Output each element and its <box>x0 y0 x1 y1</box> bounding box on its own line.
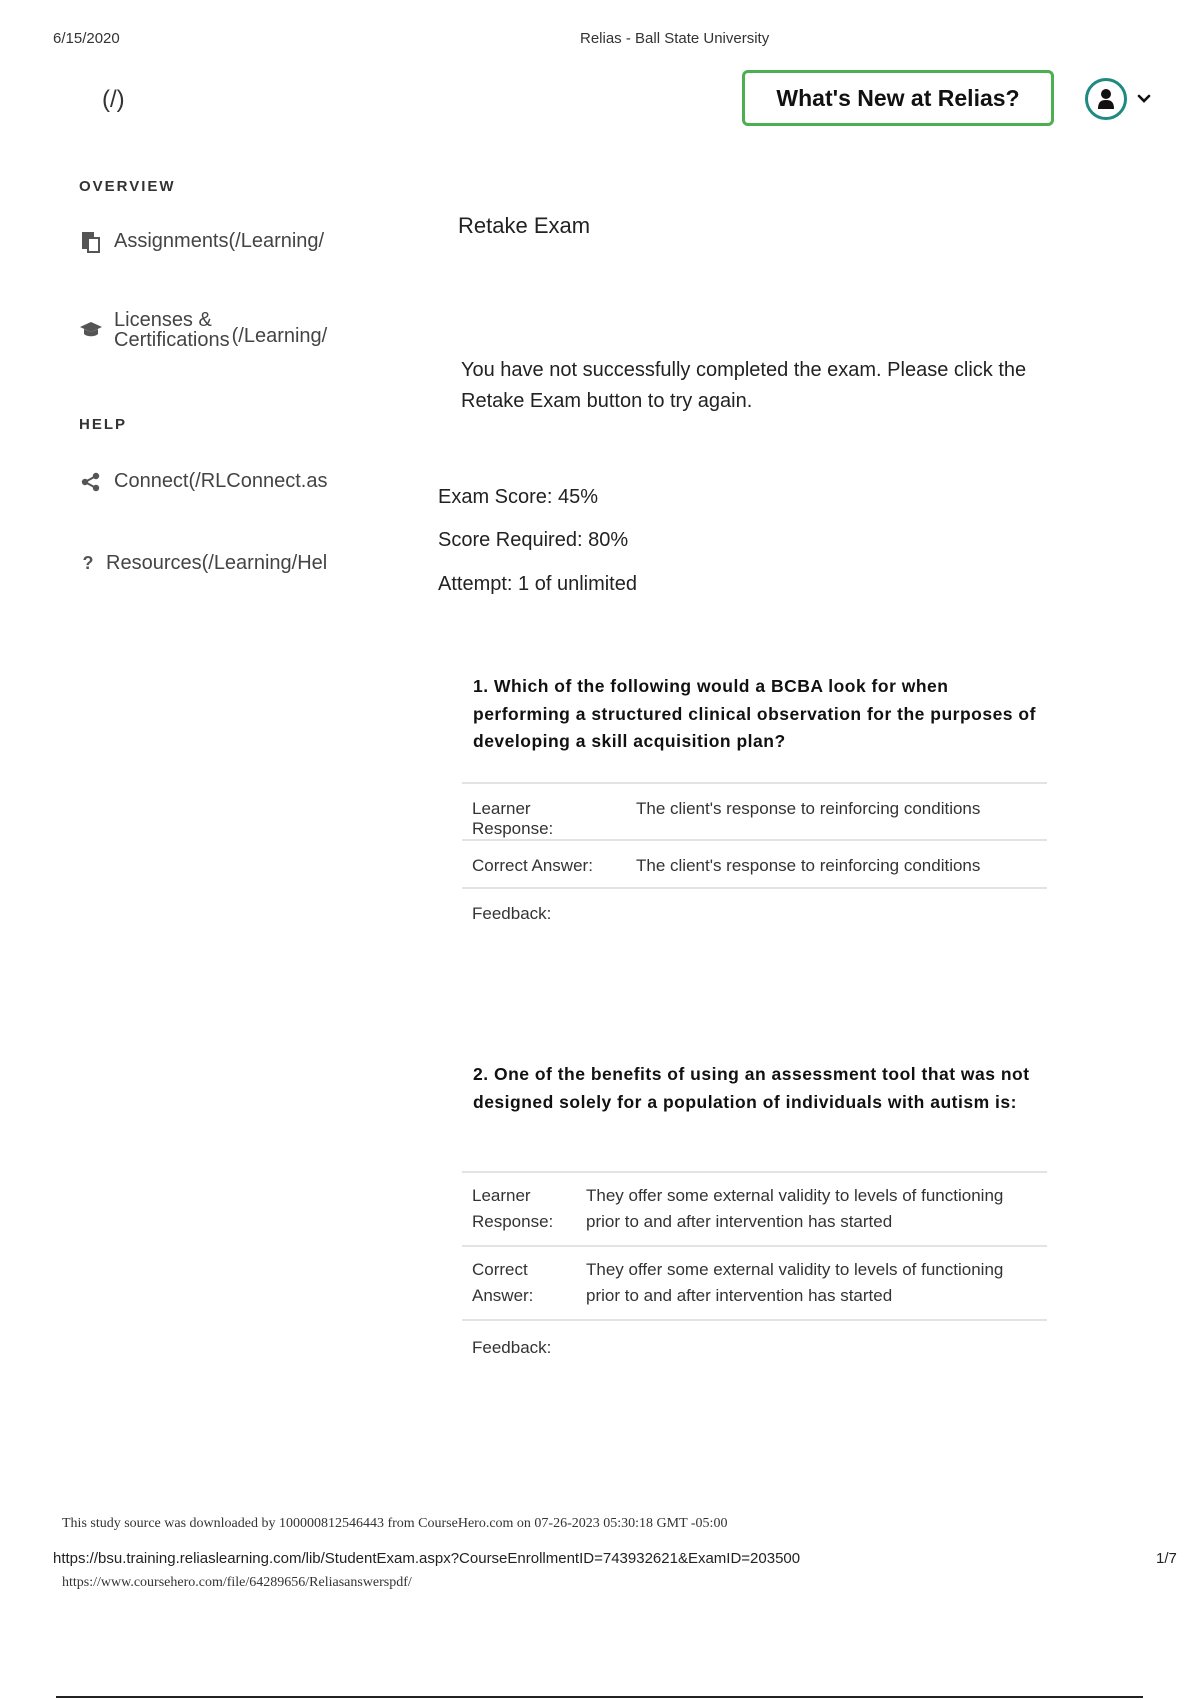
sidebar-item-path: (/Learning/ <box>231 324 328 347</box>
label-line: Learner <box>472 1186 531 1205</box>
sidebar-item-label: Licenses & <box>114 309 212 331</box>
account-menu-toggle[interactable] <box>1136 84 1152 119</box>
user-icon <box>1097 88 1115 110</box>
correct-answer-label <box>462 1246 576 1320</box>
print-date: 6/15/2020 <box>53 30 120 47</box>
home-link[interactable]: (/) <box>102 86 125 113</box>
overview-section-label: OVERVIEW <box>79 178 176 195</box>
sidebar-item-label: Assignments(/Learning/ <box>114 230 325 252</box>
label-line: Response: <box>472 1212 554 1231</box>
study-source-note: This study source was downloaded by 100000812546443 from CourseHero.com on 07-26-2023 05:30:18 GMT -05:00 <box>62 1516 728 1531</box>
learner-response-label <box>462 1172 576 1246</box>
feedback-value <box>576 1320 1047 1371</box>
page-url: https://bsu.training.reliaslearning.com/lib/StudentExam.aspx?CourseEnrollmentID=743932621&ExamID=203500 <box>53 1550 801 1567</box>
label-line: Answer: <box>472 1286 534 1305</box>
whats-new-button[interactable]: What's New at Relias? <box>742 70 1054 126</box>
attempt-count: Attempt: 1 of unlimited <box>438 573 637 595</box>
learner-response-label: Learner Response: <box>462 783 626 840</box>
sidebar-item-resources[interactable] <box>78 552 327 575</box>
graduation-cap-icon <box>78 321 104 339</box>
correct-answer-value: The client's response to reinforcing conditions <box>626 840 1047 888</box>
learner-response-row <box>462 783 1047 840</box>
learner-response-value: They offer some external validity to levels of functioning prior to and after intervention has started <box>576 1172 1047 1246</box>
answer-table <box>462 1171 1047 1371</box>
question-text: 1. Which of the following would a BCBA look for when performing a structured clinical observation for the purposes of developing a skill acquisition plan? <box>473 676 1036 751</box>
exam-score: Exam Score: 45% <box>438 486 599 508</box>
avatar[interactable] <box>1085 78 1127 120</box>
page-number: 1/7 <box>1156 1550 1177 1567</box>
bottom-divider <box>56 1696 1143 1698</box>
clipboard-icon <box>78 231 104 253</box>
correct-answer-row <box>462 840 1047 888</box>
learner-response-row <box>462 1172 1047 1246</box>
retake-exam-title: Retake Exam <box>458 213 591 238</box>
correct-answer-label: Correct Answer: <box>462 840 626 888</box>
score-required: Score Required: 80% <box>438 529 629 551</box>
share-icon <box>78 472 104 492</box>
question-mark-icon: ? <box>82 553 94 573</box>
sidebar-item-licenses[interactable] <box>78 310 327 350</box>
sidebar-item-label: Resources(/Learning/Hel <box>106 552 328 574</box>
learner-response-value: The client's response to reinforcing conditions <box>626 783 1047 840</box>
correct-answer-row <box>462 1246 1047 1320</box>
exam-status-message: You have not successfully completed the exam. Please click the Retake Exam button to try again. <box>461 359 1027 412</box>
help-section-label: HELP <box>79 416 128 433</box>
feedback-row <box>462 1320 1047 1371</box>
feedback-label: Feedback: <box>462 888 626 936</box>
sidebar-item-connect[interactable] <box>78 470 327 493</box>
sidebar-item-label: Certifications <box>114 329 230 351</box>
label-line: Correct <box>472 1260 528 1279</box>
feedback-value <box>626 888 1047 936</box>
feedback-row <box>462 888 1047 936</box>
coursehero-url: https://www.coursehero.com/file/64289656/Reliasanswerspdf/ <box>62 1575 412 1590</box>
sidebar-item-label: Connect(/RLConnect.as <box>114 470 328 492</box>
answer-table <box>462 782 1047 936</box>
feedback-label: Feedback: <box>462 1320 576 1371</box>
correct-answer-value: They offer some external validity to levels of functioning prior to and after intervention has started <box>576 1246 1047 1320</box>
chevron-down-icon <box>1136 84 1152 114</box>
print-page-title: Relias - Ball State University <box>580 30 770 47</box>
sidebar-item-assignments[interactable] <box>78 230 324 253</box>
question-text: 2. One of the benefits of using an assessment tool that was not designed solely for a population of individuals with autism is: <box>473 1064 1030 1112</box>
